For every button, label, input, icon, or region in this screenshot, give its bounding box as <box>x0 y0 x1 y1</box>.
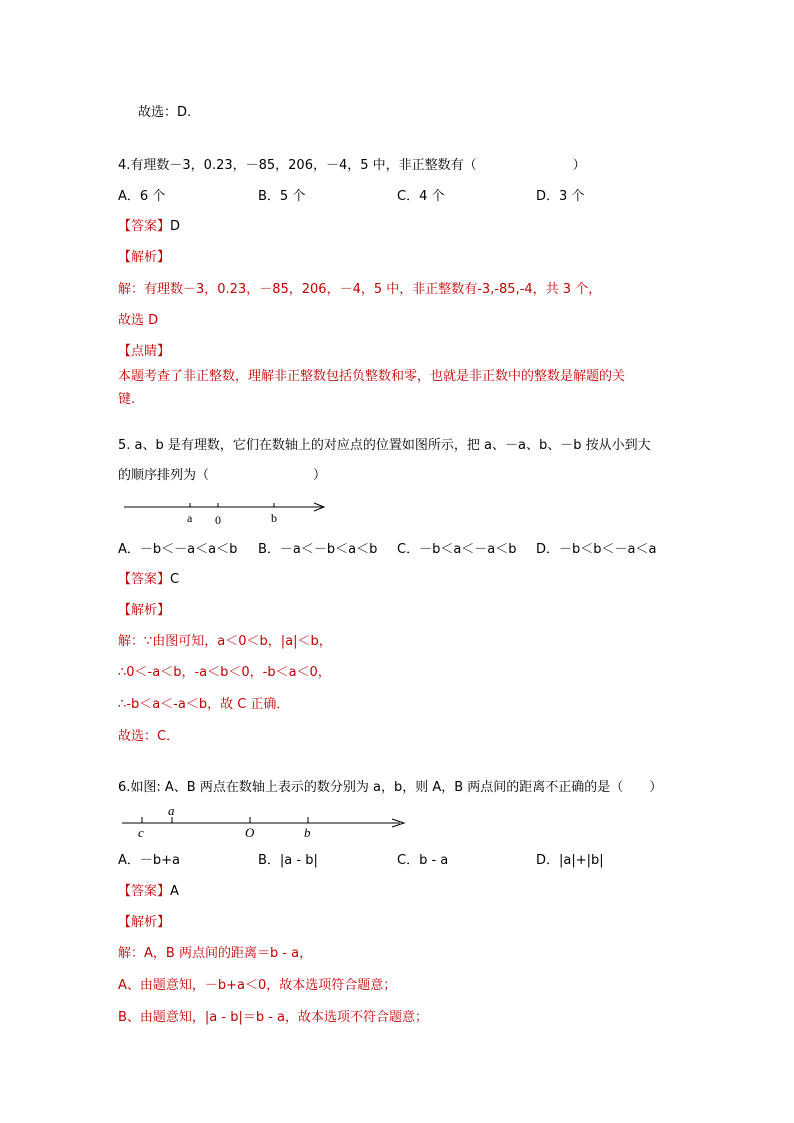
q5-tick-label-b: b <box>271 511 277 525</box>
q4-analysis-line-1: 解：有理数－3，0.23，－85，206，－4，5 中，非正整数有-3,-85,-4，共 3 个， <box>118 282 602 297</box>
q5-stem-line-1: 5. a、b 是有理数，它们在数轴上的对应点的位置如图所示，把 a、－a、b、－b 按从小到大 <box>118 438 651 453</box>
q4-stem-suffix: ） <box>572 158 586 173</box>
q6-tick-label-c: c <box>138 825 144 840</box>
q4-option-a: A．6 个 <box>118 189 166 204</box>
q4-answer-value: D <box>170 219 181 234</box>
q6-option-d: D．|a|+|b| <box>536 853 604 868</box>
q5-answer-label: 【答案】 <box>118 572 171 587</box>
q6-answer-value: A <box>170 884 179 899</box>
q4-analysis-label: 【解析】 <box>118 250 171 265</box>
q5-analysis-line-4: 故选：C． <box>118 729 180 744</box>
q6-tick-label-origin: O <box>245 825 255 840</box>
top-conclusion: 故选：D. <box>138 105 192 120</box>
q4-option-d: D．3 个 <box>536 189 585 204</box>
q4-answer-label: 【答案】 <box>118 219 171 234</box>
q6-analysis-line-1: 解：A，B 两点间的距离＝b - a， <box>118 946 313 961</box>
q6-tick-label-b: b <box>304 825 311 840</box>
q4-comment-line-1: 本题考查了非正整数，理解非正整数包括负整数和零，也就是非正数中的整数是解题的关 <box>118 369 626 384</box>
q4-analysis-line-2: 故选 D <box>118 313 159 328</box>
q5-option-d: D．－b＜b＜－a＜a <box>536 542 657 557</box>
q6-tick-label-a: a <box>168 806 175 818</box>
q6-option-b: B．|a - b| <box>258 853 318 868</box>
q4-option-b: B．5 个 <box>258 189 306 204</box>
q5-answer <box>118 571 179 589</box>
q6-option-a: A．－b+a <box>118 853 181 868</box>
q5-option-a: A．－b＜－a＜a＜b <box>118 542 238 557</box>
q5-tick-label-zero: 0 <box>215 513 221 527</box>
q5-stem-line-2-suffix: ） <box>313 468 327 483</box>
q6-answer <box>118 883 179 901</box>
q6-option-c: C．b - a <box>397 853 449 868</box>
q5-answer-value: C <box>170 572 180 587</box>
q5-analysis-line-2: ∴0＜-a＜b，-a＜b＜0，-b＜a＜0， <box>118 665 331 680</box>
q5-option-c: C．－b＜a＜－a＜b <box>397 542 517 557</box>
q6-answer-label: 【答案】 <box>118 884 171 899</box>
q5-stem-line-2-prefix: 的顺序排列为（ <box>118 468 210 483</box>
q5-analysis-line-1: 解：∵由图可知，a＜0＜b，|a|＜b， <box>118 634 332 649</box>
q6-analysis-line-3: B、由题意知，|a - b|＝b - a，故本选项不符合题意； <box>118 1010 429 1025</box>
q4-comment-line-2: 键. <box>118 392 136 407</box>
q4-stem <box>118 157 586 175</box>
q5-analysis-line-3: ∴-b＜a＜-a＜b，故 C 正确． <box>118 697 290 712</box>
q4-comment-label: 【点睛】 <box>118 344 171 359</box>
q6-stem: 6.如图: A、B 两点在数轴上表示的数分别为 a，b，则 A，B 两点间的距离不正确的是（ ） <box>118 780 663 795</box>
q5-stem-line-2 <box>118 467 326 485</box>
q5-number-line <box>118 496 338 530</box>
q5-option-b: B．－a＜－b＜a＜b <box>258 542 378 557</box>
q4-answer <box>118 218 180 236</box>
q5-analysis-label: 【解析】 <box>118 603 171 618</box>
q5-tick-label-a: a <box>187 511 193 525</box>
q4-stem-prefix: 4.有理数－3，0.23，－85，206，－4，5 中，非正整数有（ <box>118 158 477 173</box>
q4-option-c: C．4 个 <box>397 189 445 204</box>
q6-number-line <box>118 806 418 840</box>
q6-analysis-label: 【解析】 <box>118 915 171 930</box>
q6-analysis-line-2: A、由题意知，－b+a＜0，故本选项符合题意； <box>118 978 397 993</box>
